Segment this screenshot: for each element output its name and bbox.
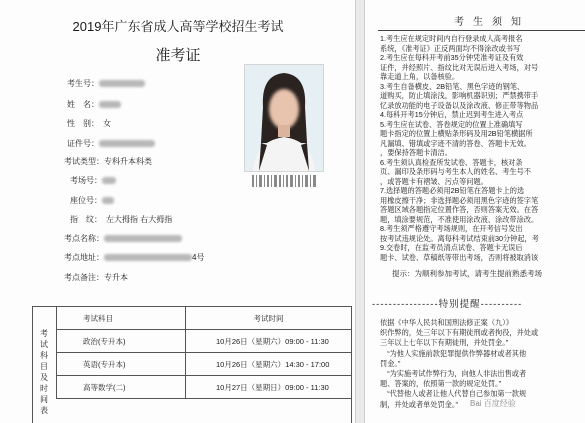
notice-line: 题卡、试卷、草稿纸等带出考场，否则将被取消该 bbox=[380, 252, 539, 262]
address-redacted bbox=[104, 254, 192, 261]
address-row bbox=[64, 252, 204, 263]
law-line: 依据《中华人民共和国刑法修正案（九）》 bbox=[380, 318, 513, 327]
side-char: 考 bbox=[40, 329, 48, 338]
gender-label: 性 别： bbox=[67, 119, 99, 128]
law-line: 织作弊的，处三年以下有期徒刑或者拘役，并处或 bbox=[380, 328, 539, 338]
site-note-label: 考点备注： bbox=[64, 273, 104, 282]
subject-cell: 英语(专升本) bbox=[57, 353, 186, 376]
reminder-dash-right: ---------- bbox=[480, 299, 523, 310]
notice-line: 靠走道上角，以备核验。 bbox=[380, 72, 460, 81]
notice-line: 1.考生应在规定时间内自行登录成人高考报名 bbox=[380, 34, 523, 43]
notice-line: ，要保持答题卡清洁。 bbox=[380, 148, 452, 157]
notice-line: 系统，《准考证》正反两面均不得涂改或书写 bbox=[380, 43, 521, 53]
name-label: 姓 名： bbox=[67, 100, 99, 109]
time-cell: 10月27日（星期日）09:00 - 11:30 bbox=[186, 376, 352, 399]
notice-line: 忆录放功能的电子设备以及涂改液、修正带等物品 bbox=[380, 100, 539, 110]
gender-value: 女 bbox=[103, 119, 111, 128]
seat-redacted bbox=[102, 197, 114, 204]
notice-line: 4.每科开考15分钟后，禁止迟到考生进入考点 bbox=[380, 110, 524, 119]
category-label: 考试类型： bbox=[64, 157, 104, 166]
table-row bbox=[57, 376, 352, 399]
category-row bbox=[64, 156, 152, 167]
time-cell: 10月26日（星期六）09:00 - 11:30 bbox=[186, 330, 352, 353]
notice-line: 凡漏填、错填或字迹不清的答卷、答题卡无效。 bbox=[380, 138, 531, 148]
exam-schedule-table bbox=[56, 306, 352, 399]
page-gap bbox=[356, 0, 364, 423]
side-char: 表 bbox=[40, 406, 48, 415]
exam-title: 2019年广东省成人高等学校招生考试 bbox=[72, 19, 284, 34]
notice-line: 用橡皮擦干净；非选择题必须用黑色字迹的签字笔 bbox=[380, 195, 539, 205]
gender-row bbox=[67, 118, 111, 129]
law-line: 题、答案的，依照第一款的规定处罚。” bbox=[380, 379, 501, 389]
time-cell: 10月26日（星期六）14:30 - 17:00 bbox=[186, 353, 352, 376]
law-line: “为他人实施前款犯罪提供作弊器材或者其他 bbox=[380, 348, 527, 358]
site-note-value: 专升本 bbox=[104, 273, 128, 282]
fingerprint-label: 指 纹： bbox=[70, 215, 102, 224]
table-row bbox=[57, 353, 352, 376]
notice-line: 页、漏印及条形码与考生本人的姓名、考生号不 bbox=[380, 167, 531, 176]
exam-number-redacted bbox=[99, 80, 145, 87]
side-char: 间 bbox=[40, 395, 48, 404]
notice-line: ，或答题卡有褶皱、污点等问题。 bbox=[380, 176, 488, 186]
table-header-row bbox=[57, 307, 352, 330]
header-subject: 考试科目 bbox=[57, 307, 186, 330]
law-line: 罚金。” bbox=[380, 358, 401, 368]
seat-row bbox=[70, 195, 114, 206]
notice-line: 5.考生应在试卷、答卷规定的位置上准确填写 bbox=[380, 119, 523, 129]
notice-list bbox=[380, 34, 585, 262]
reminder-dash-left: ---------------- bbox=[372, 299, 439, 310]
side-char: 时 bbox=[40, 384, 48, 393]
id-redacted bbox=[99, 140, 155, 147]
notice-line: 7.选择题的答题必须用2B铅笔在答题卡上的选 bbox=[380, 186, 525, 195]
watermark: Bai 百度经验 bbox=[470, 399, 516, 408]
subject-cell: 政治(专升本) bbox=[57, 330, 186, 353]
notice-line: 6.考生须认真检查所发试卷、答题卡，核对条 bbox=[380, 157, 523, 167]
id-label: 证件号： bbox=[67, 139, 99, 148]
address-suffix: 4号 bbox=[192, 253, 205, 262]
portrait-illustration bbox=[245, 65, 323, 171]
barcode bbox=[252, 175, 316, 187]
notice-line: 3.考生自备横皮、2B铅笔、黑色字迹的钢笔、 bbox=[380, 81, 525, 91]
table-row bbox=[57, 330, 352, 353]
special-reminder-heading bbox=[372, 296, 522, 310]
notice-line: 道购买，防止填涂浅，影响机器识别；严禁携带手 bbox=[380, 91, 539, 100]
header-time: 考试时间 bbox=[186, 307, 352, 330]
fingerprint-value: 左大拇指 右大拇指 bbox=[106, 215, 173, 224]
notice-line: 证件，并经照片、指纹比对无误后进入考场，对号 bbox=[380, 62, 539, 72]
law-text bbox=[380, 318, 585, 410]
notice-line: 题卡指定的位置上横贴条形码及用2B铅笔横据所 bbox=[380, 129, 533, 138]
room-label: 考场号： bbox=[70, 176, 102, 185]
exam-number-label: 考生号： bbox=[67, 79, 99, 88]
site-row bbox=[64, 233, 182, 244]
site-note-row bbox=[64, 272, 128, 283]
subject-cell: 高等数学(二) bbox=[57, 376, 186, 399]
law-line: “为实施考试作弊行为，向他人非法出售或者 bbox=[380, 369, 527, 379]
name-row bbox=[67, 99, 121, 110]
room-redacted bbox=[102, 177, 116, 184]
notice-line: 8.考生须严格遵守考场规则，在开考信号发出 bbox=[380, 224, 523, 233]
side-char: 目 bbox=[40, 362, 48, 371]
notice-line: 9.交卷时，在监考员清点试卷、答题卡无误后 bbox=[380, 243, 523, 252]
law-line: 制，并处或者单处罚金。” bbox=[380, 399, 458, 409]
notice-line: 2.考生应在每科开考前35分钟凭准考证及有效 bbox=[380, 53, 524, 62]
id-row bbox=[67, 138, 155, 149]
notice-line: 答题区域各题指定位置作答，否则答案无效。在答 bbox=[380, 205, 539, 214]
reminder-title: 特别提醒 bbox=[438, 299, 481, 310]
law-line: “代替他人或者让他人代替自己参加第一款规 bbox=[380, 389, 527, 399]
category-value: 专科升本科类 bbox=[104, 157, 152, 166]
notice-title: 考生须知 bbox=[454, 17, 530, 28]
fingerprint-row bbox=[70, 214, 172, 225]
candidate-photo bbox=[244, 64, 324, 172]
notice-hint: 提示：为顺利参加考试，请考生提前熟悉考场 bbox=[392, 269, 542, 278]
site-label: 考点名称： bbox=[64, 234, 104, 243]
exam-number-row bbox=[67, 78, 145, 89]
side-char: 试 bbox=[40, 340, 48, 349]
notice-rule bbox=[378, 30, 585, 31]
address-label: 考点地址： bbox=[64, 253, 104, 262]
ticket-title: 准考证 bbox=[155, 47, 201, 64]
site-redacted bbox=[104, 235, 182, 242]
law-line: 三年以上七年以下有期徒刑，并处罚金。” bbox=[380, 338, 509, 348]
seat-label: 座位号： bbox=[70, 196, 102, 205]
name-redacted bbox=[99, 101, 121, 108]
notice-line: 题，填涂要规范，不准使用涂改液、涂改带涂改。 bbox=[380, 214, 539, 224]
room-row bbox=[70, 175, 116, 186]
schedule-side-label bbox=[32, 328, 56, 416]
notice-line: 按考试违规论处。离每科考试结束前30分钟起，考 bbox=[380, 233, 539, 243]
side-char: 及 bbox=[40, 373, 48, 382]
side-char: 科 bbox=[40, 351, 48, 360]
